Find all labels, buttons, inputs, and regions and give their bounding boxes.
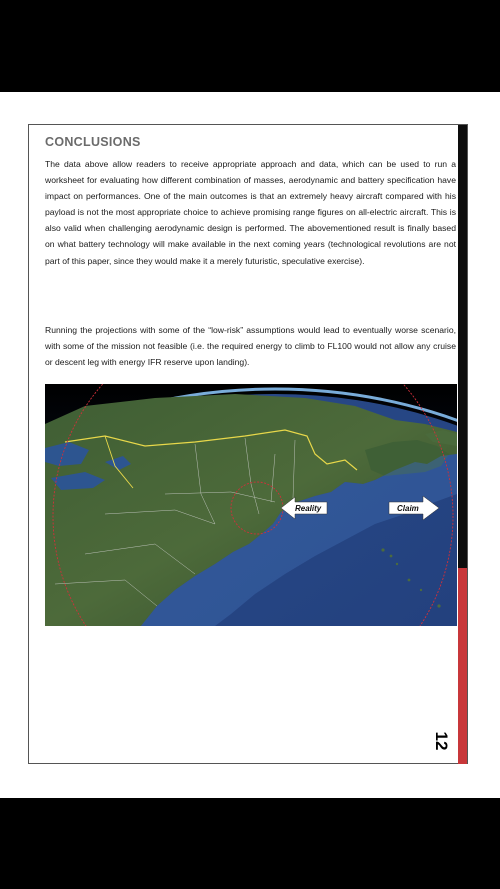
page-frame	[28, 124, 468, 764]
conclusion-paragraph-1: The data above allow readers to receive appropriate approach and data, which can be used to run a worksheet for evaluating how different combination of masses, aerodynamic and battery specification have impact on performances. One of the main outcomes is that an extremely heavy aircraft compared with his payload is not the most appropriate choice to achieve promising range figures on all-electric aircraft. This is also valid when challenging aerodynamic design is performed. The abovementioned result is finally based on what battery technology will make available in the next coming years (technological revolutions are not part of this paper, since they would make it a merely futuristic, speculative exercise).	[45, 159, 456, 266]
document-page	[0, 92, 500, 798]
claim-arrow-label: Claim	[397, 504, 419, 513]
side-bar-accent-bottom	[458, 568, 467, 764]
range-map-figure	[45, 384, 457, 626]
reality-arrow-label: Reality	[295, 504, 322, 513]
satellite-map-image	[45, 384, 457, 626]
page-number: 12	[432, 731, 451, 751]
side-bar-accent-top	[458, 125, 467, 568]
conclusion-paragraph-2: Running the projections with some of the “low-risk” assumptions would lead to eventually worse scenario, with some of the mission not feasible (i.e. the required energy to climb to FL100 would not allow any cruise or descent leg with energy IFR reserve upon landing).	[45, 325, 456, 368]
section-heading: CONCLUSIONS	[45, 135, 141, 149]
